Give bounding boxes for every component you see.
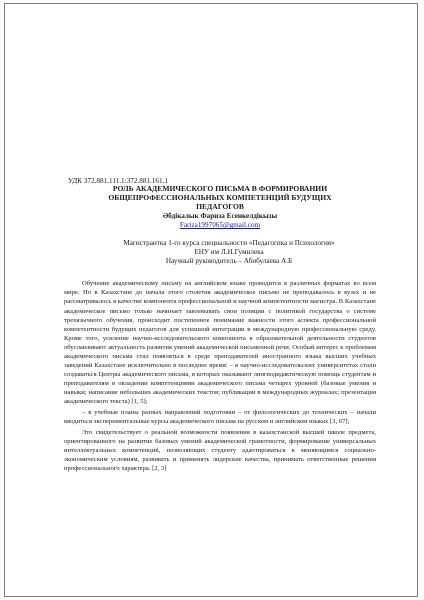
title-line: ОБЩЕПРОФЕССИОНАЛЬНЫХ КОМПЕТЕНЦИЙ БУДУЩИХ [108,193,332,203]
document-page [4,3,418,597]
paper-title [64,185,376,211]
affiliation-line: Научный руководитель – Абибулаева А.Б [165,256,293,265]
paper-content [64,177,376,473]
affiliation-line: ЕНУ им Л.Н.Гумилева [194,247,264,256]
body-text [64,279,376,473]
affiliation [82,239,376,265]
affiliation-line: Магистрантка 1-го курса специальности «Педагогика и Психология» [123,238,335,247]
body-paragraph: – в учебные планы разных направлений подготовки – от филологических до технических – начали вводиться экспериментальные курсы академического письма на русском и английском языках [3, 67]; [64,409,376,426]
udc-code: УДК 372.881.111.1:372.881.161.1 [68,177,168,185]
author-email-link[interactable]: Fariza1997065@gmail.com [179,221,261,230]
title-line: РОЛЬ АКАДЕМИЧЕСКОГО ПИСЬМА В ФОРМИРОВАНИИ [112,184,328,194]
body-paragraph: Обучение академическому письму на английском языке проводится в различных форматах во всем мире. Но в Казахстане до начала этого столетия академическое письмо не преподавалось в вузах и не рассматривалось в качестве компонента профессиональной и научной компетентности магистра. В Казахстане академическое письмо только начинает завоевывать свои позиции с политикой государства о системе трехязычного обучения, происходит постепенное понимание важности этого аспекта профессиональной компетентности будущих педагогов для успешной интеграции в международную профессиональную среду. Кроме того, усиление научно-исследовательского компонента в образовательной деятельности студентов обуславливают актуальность развития умений академической письменной речи. Особый интерес к проблемам академического письма стал появляться в среде преподавателей иностранного языка высших учебных заведений Казахстане исключительно в последнее время: – в научно-исследовательских университетах стали создаваться Центры академического письма, в которых оказывают лингводидактическую помощь студентам и преподавателям в овладении компетенциями академического письма четырех уровней (базовые умения и навыки; написание небольших академических текстов; публикации в международных журналах; презентация академического текста) [1, 5]; [64,280,376,405]
body-paragraph: Это свидетельствует о реальной возможности появления в казахстанской высшей школе предмета, ориентированного на развитие базовых умений академической грамотности, формирование универсальных интеллектуальных компетенций, позволяющих студенту адаптироваться к меняющимся социально-экономическим условиям, развивать и применять лидерские качества, принимать ответственные решения профессионального характера. [2, 3] [64,429,376,473]
title-line: ПЕДАГОГОВ [196,202,244,211]
author-name: Әбдiкалык Фариза Есенкелдiкызы [162,211,278,220]
